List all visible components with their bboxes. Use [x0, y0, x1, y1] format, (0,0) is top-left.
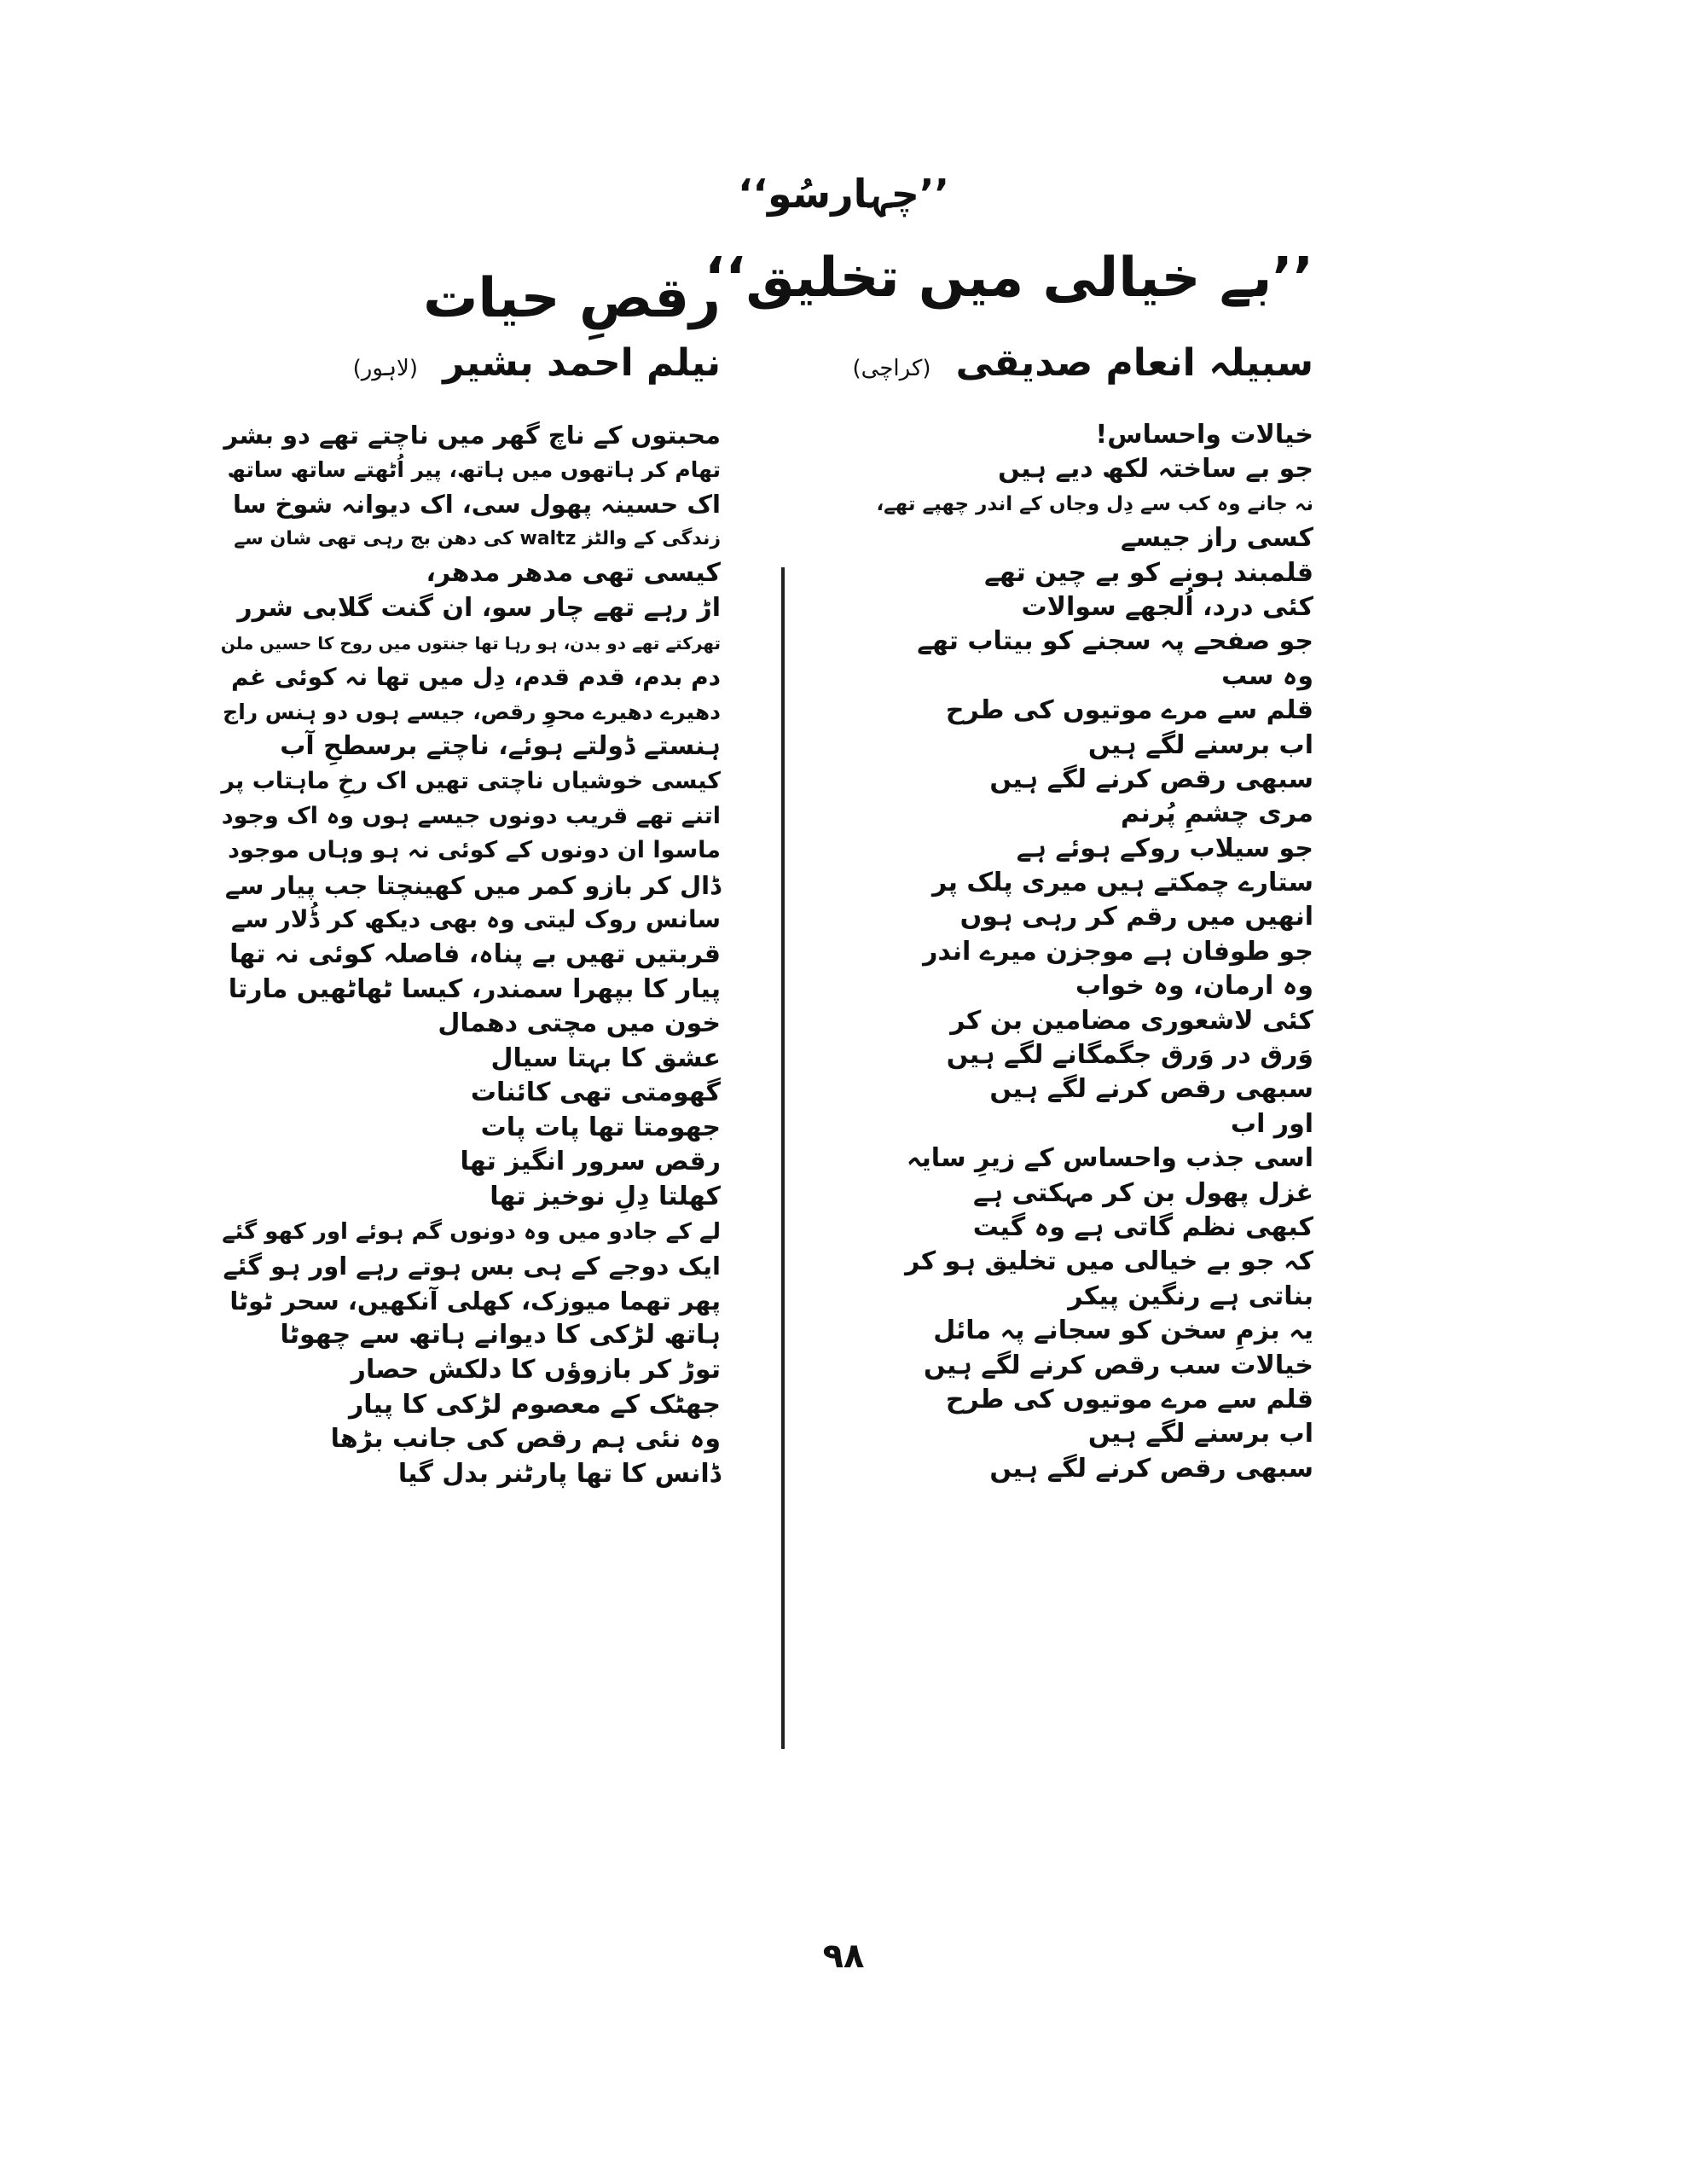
verse-line: اب برسنے لگے ہیں	[1087, 729, 1313, 760]
verse-line: توڑ کر بازوؤں کا دلکش حصار	[351, 1355, 721, 1385]
verse-line: ایک دوجے کے ہی بس ہوتے رہے اور ہو گئے	[223, 1252, 721, 1281]
column-divider	[781, 567, 785, 1749]
author-name: نیلم احمد بشیر	[443, 341, 721, 385]
verse-line: جو سیلاب روکے ہوئے ہے	[1016, 833, 1313, 863]
poem-title: رقصِ حیات	[423, 266, 721, 330]
poem-title: ’’بے خیالی میں تخلیق‘‘	[704, 246, 1313, 310]
verse-line: کہ جو بے خیالی میں تخلیق ہو کر	[905, 1246, 1313, 1277]
poem-author-line	[353, 341, 721, 385]
author-city: (لاہور)	[352, 356, 418, 381]
verse-line: اتنے تھے قریب دونوں جیسے ہوں وہ اک وجود	[221, 802, 721, 829]
verse-line: پیار کا بپھرا سمندر، کیسا ٹھاٹھیں مارتا	[228, 973, 721, 1004]
verse-line: ڈال کر بازو کمر میں کھینچتا جب پیار سے	[224, 870, 721, 900]
magazine-header: ’’چہارسُو‘‘	[738, 171, 949, 217]
verse-line: پھر تھما میوزک، کھلی آنکھیں، سحر ٹوٹا	[229, 1286, 721, 1316]
verse-line: سانس روک لیتی وہ بھی دیکھ کر ڈُلار سے	[230, 905, 721, 934]
page-number: ۹۸	[822, 1937, 865, 1976]
verse-line: کیسی خوشیاں ناچتی تھیں اک رخِ ماہتاب پر	[221, 767, 721, 794]
verse-line: عشق کا بہتا سیال	[490, 1043, 721, 1073]
verse-line: قلم سے مرے موتیوں کی طرح	[945, 1384, 1313, 1414]
verse-line: اک حسینہ پھول سی، اک دیوانہ شوخ سا	[232, 490, 721, 520]
verse-line: جو طوفان ہے موجزن میرے اندر	[923, 936, 1313, 967]
verse-line: کھلتا دِلِ نوخیز تھا	[490, 1182, 721, 1212]
verse-line: یہ بزمِ سخن کو سجانے پہ مائل	[933, 1316, 1313, 1346]
verse-line: ماسوا ان دونوں کے کوئی نہ ہو وہاں موجود	[228, 837, 721, 864]
verse-line: ستارے چمکتے ہیں میری پلک پر	[931, 868, 1313, 898]
verse-line: کبھی نظم گاتی ہے وہ گیت	[972, 1211, 1313, 1242]
verse-line: خون میں مچتی دھمال	[438, 1008, 721, 1039]
verse-line: اور اب	[1230, 1108, 1313, 1139]
verse-line: زندگی کے والٹز waltz کی دھن بج رہی تھی شان سے	[234, 527, 721, 549]
verse-line: قلم سے مرے موتیوں کی طرح	[945, 695, 1313, 726]
verse-line: اسی جذب واحساس کے زیرِ سایہ	[906, 1143, 1313, 1174]
verse-line: وہ سب	[1221, 660, 1313, 691]
verse-line: سبھی رقص کرنے لگے ہیں	[989, 764, 1313, 794]
verse-line: انھیں میں رقم کر رہی ہوں	[959, 902, 1313, 932]
verse-line: خیالات سب رقص کرنے لگے ہیں	[923, 1350, 1313, 1380]
verse-line: کیسی تھی مدھر مدھر،	[426, 558, 721, 589]
verse-line: دم بدم، قدم قدم، دِل میں تھا نہ کوئی غم	[231, 663, 721, 692]
verse-line: جو بے ساختہ لکھ دیے ہیں	[998, 454, 1313, 485]
verse-line: نہ جانے وہ کب سے دِل وجاں کے اندر چھپے تھے،	[876, 492, 1313, 515]
verse-line: وہ ارمان، وہ خواب	[1075, 971, 1313, 1002]
verse-line: سبھی رقص کرنے لگے ہیں	[989, 1453, 1313, 1484]
verse-line: کئی درد، اُلجھے سوالات	[1021, 591, 1313, 622]
verse-line: غزل پھول بن کر مہکتی ہے	[972, 1177, 1313, 1208]
verse-line: سبھی رقص کرنے لگے ہیں	[989, 1074, 1313, 1105]
verse-line: ہنستے ڈولتے ہوئے، ناچتے برسطحِ آب	[280, 731, 721, 762]
verse-line: محبتوں کے ناچ گھر میں ناچتے تھے دو بشر	[223, 421, 721, 450]
verse-line: کئی لاشعوری مضامین بن کر	[950, 1005, 1313, 1036]
verse-line: گھومتی تھی کائنات	[470, 1077, 721, 1108]
verse-line: دھیرے دھیرے محوِ رقص، جیسے ہوں دو ہنس راج	[223, 699, 721, 724]
verse-line: لے کے جادو میں وہ دونوں گم ہوئے اور کھو گئے	[222, 1218, 721, 1245]
verse-line: تھرکتے تھے دو بدن، ہو رہا تھا جنتوں میں روح کا حسیں ملن	[220, 632, 721, 653]
author-name: سبیلہ انعام صدیقی	[955, 341, 1313, 385]
verse-line: وہ نئی ہم رقص کی جانب بڑھا	[330, 1424, 721, 1455]
verse-line: ہاتھ لڑکی کا دیوانے ہاتھ سے چھوٹا	[280, 1320, 721, 1350]
verse-line: قربتیں تھیں بے پناہ، فاصلہ کوئی نہ تھا	[229, 938, 721, 969]
poem-verses	[217, 418, 721, 1491]
verse-line: اب برسنے لگے ہیں	[1087, 1419, 1313, 1449]
verse-line: خیالات واحساس!	[1095, 420, 1313, 450]
verse-line: جھٹک کے معصوم لڑکی کا پیار	[349, 1389, 721, 1420]
verse-line: اڑ رہے تھے چار سو، ان گنت گلابی شرر	[237, 592, 721, 623]
poem-author-line	[853, 341, 1314, 385]
verse-line: بناتی ہے رنگین پیکر	[1068, 1281, 1313, 1311]
author-city: (کراچی)	[852, 356, 931, 381]
verse-line: رقص سرور انگیز تھا	[460, 1147, 721, 1177]
verse-line: مری چشمِ پُرنم	[1120, 799, 1313, 829]
verse-line: وَرق در وَرق جگمگانے لگے ہیں	[946, 1040, 1313, 1071]
verse-line: جھومتا تھا پات پات	[480, 1112, 721, 1142]
verse-line: تھام کر ہاتھوں میں ہاتھ، پیر اُٹھتے ساتھ ساتھ	[227, 456, 721, 482]
poem-verses	[861, 418, 1313, 1486]
verse-line: ڈانس کا تھا پارٹنر بدل گیا	[397, 1458, 721, 1489]
verse-line: قلمبند ہونے کو بے چین تھے	[984, 557, 1313, 588]
verse-line: کسی راز جیسے	[1120, 523, 1313, 554]
verse-line: جو صفحے پہ سجنے کو بیتاب تھے	[917, 626, 1313, 657]
